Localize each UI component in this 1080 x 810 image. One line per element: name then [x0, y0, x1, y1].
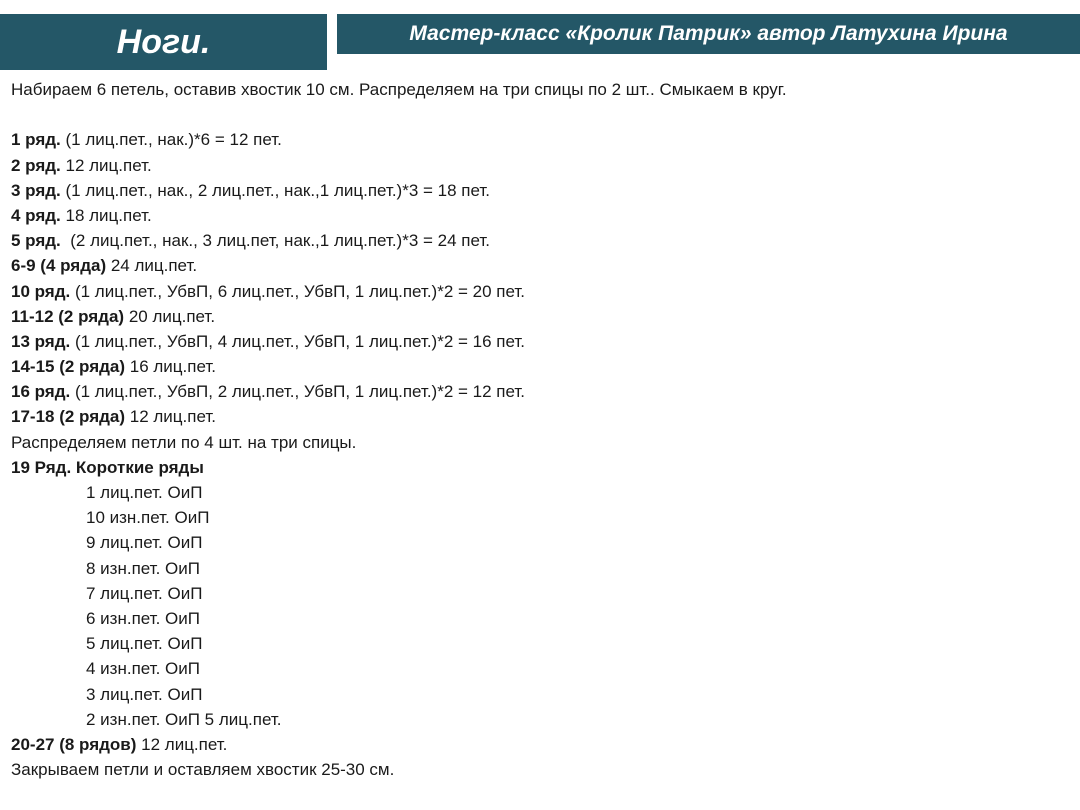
row-line [11, 379, 1071, 404]
row-label: 13 ряд. [11, 331, 71, 351]
slide-title: Ноги. [0, 14, 327, 70]
row-label: 2 ряд. [11, 155, 61, 175]
row-line [11, 304, 1071, 329]
short-rows-heading [11, 455, 1071, 480]
row-line [11, 354, 1071, 379]
short-row-item: 8 изн.пет. ОиП [86, 558, 200, 578]
row-line [11, 253, 1071, 278]
row-text: 18 лиц.пет. [60, 205, 152, 225]
row-text: 24 лиц.пет. [106, 256, 198, 276]
row-label: 17-18 (2 ряда) [11, 407, 126, 427]
row-text: (1 лиц.пет., УбвП, 6 лиц.пет., УбвП, 1 лиц.пет.)*2 = 20 пет. [70, 281, 526, 301]
row-label: 5 ряд. [11, 231, 61, 251]
row-label: 20-27 (8 рядов) [11, 734, 137, 754]
row-text: 20 лиц.пет. [124, 306, 216, 326]
instructions [11, 77, 1071, 782]
short-row-item: 2 изн.пет. ОиП 5 лиц.пет. [86, 709, 282, 729]
intro-text: Набираем 6 петель, оставив хвостик 10 см. Распределяем на три спицы по 2 шт.. Смыкаем в круг. [11, 80, 787, 99]
short-row-item: 5 лиц.пет. ОиП [86, 634, 203, 654]
row-line [11, 203, 1071, 228]
row-text: 12 лиц.пет. [60, 155, 152, 175]
row-label: 10 ряд. [11, 281, 71, 301]
row-text: (2 лиц.пет., нак., 3 лиц.пет, нак.,1 лиц.пет.)*3 = 24 пет. [60, 231, 491, 251]
row-line [11, 153, 1071, 178]
row-text: (1 лиц.пет., УбвП, 4 лиц.пет., УбвП, 1 лиц.пет.)*2 = 16 пет. [70, 331, 526, 351]
row-text: (1 лиц.пет., УбвП, 2 лиц.пет., УбвП, 1 лиц.пет.)*2 = 12 пет. [70, 382, 526, 402]
short-row-item: 1 лиц.пет. ОиП [86, 483, 203, 502]
row-line [11, 732, 1071, 757]
row-label: 3 ряд. [11, 180, 61, 200]
short-row-item: 3 лиц.пет. ОиП [86, 684, 203, 704]
distribute-text: Распределяем петли по 4 шт. на три спицы. [11, 432, 357, 452]
row-label: 14-15 (2 ряда) [11, 357, 126, 377]
short-row-item: 4 изн.пет. ОиП [86, 659, 200, 679]
row-label: 11-12 (2 ряда) [11, 306, 125, 326]
row-label: 1 ряд. [11, 130, 61, 150]
row-text: (1 лиц.пет., нак., 2 лиц.пет., нак.,1 лиц.пет.)*3 = 18 пет. [60, 180, 491, 200]
closing-text: Закрываем петли и оставляем хвостик 25-30 см. [11, 760, 395, 780]
short-row-item: 10 изн.пет. ОиП [86, 508, 210, 528]
row-line [11, 127, 1071, 152]
row-line [11, 178, 1071, 203]
short-rows-heading-label: 19 Ряд. Короткие ряды [11, 457, 204, 477]
row-label: 4 ряд. [11, 205, 61, 225]
short-row-item: 6 изн.пет. ОиП [86, 608, 200, 628]
masterclass-header: Мастер-класс «Кролик Патрик» автор Латухина Ирина [337, 14, 1080, 54]
row-label: 6-9 (4 ряда) [11, 256, 107, 276]
row-line [11, 404, 1071, 429]
row-text: 16 лиц.пет. [125, 357, 216, 377]
row-text: 12 лиц.пет. [125, 407, 216, 427]
row-text: (1 лиц.пет., нак.)*6 = 12 пет. [60, 130, 282, 150]
row-line [11, 228, 1071, 253]
short-row-item: 9 лиц.пет. ОиП [86, 533, 203, 553]
row-text: 12 лиц.пет. [136, 734, 228, 754]
short-row-item: 7 лиц.пет. ОиП [86, 583, 203, 603]
row-line [11, 279, 1071, 304]
row-label: 16 ряд. [11, 382, 71, 402]
blank-line [11, 102, 1071, 127]
row-line [11, 329, 1071, 354]
